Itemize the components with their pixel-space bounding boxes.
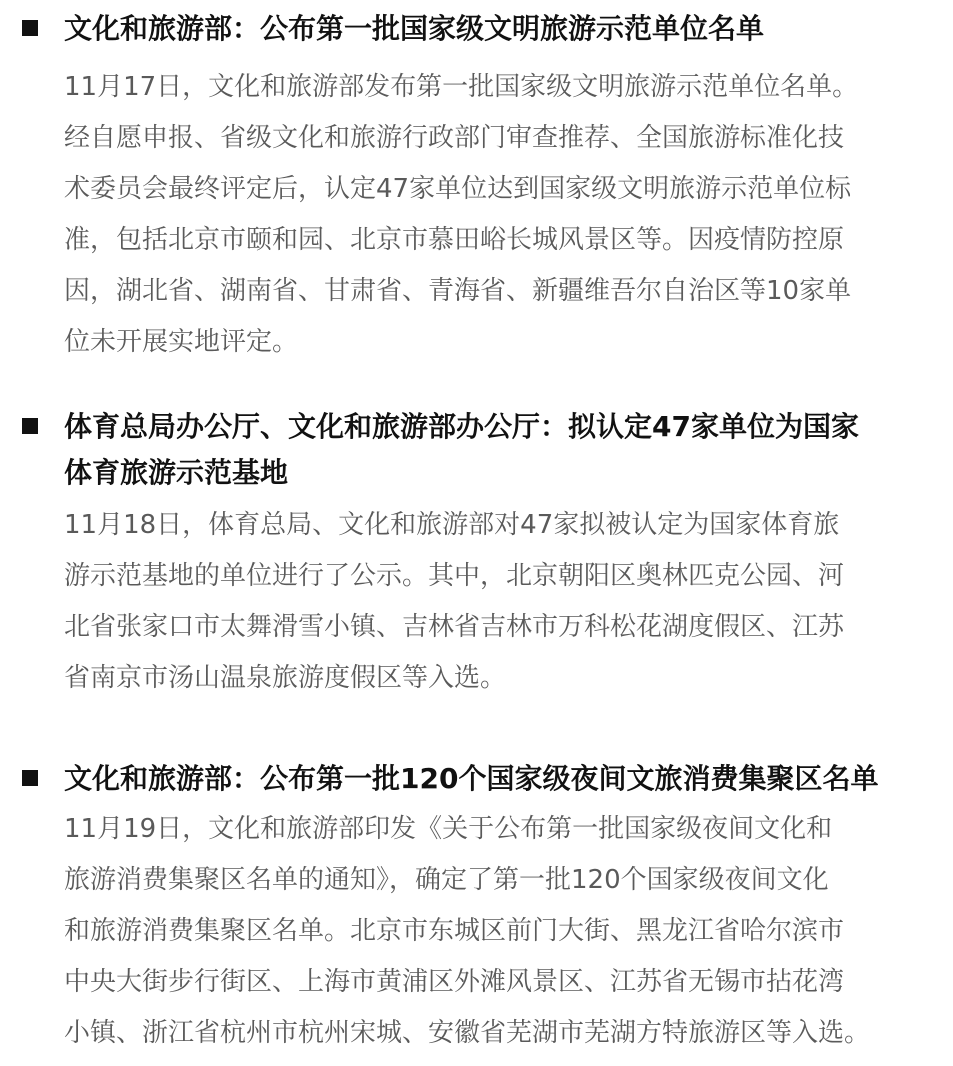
body-line: 经自愿申报、省级文化和旅游行政部门审查推荐、全国旅游标准化技	[64, 123, 845, 153]
body-line: 游示范基地的单位进行了公示。其中，北京朝阳区奥林匹克公园、河	[64, 561, 845, 591]
news-item-civilized-tourism	[0, 6, 953, 368]
body-line: 中央大街步行街区、上海市黄浦区外滩风景区、江苏省无锡市拈花湾	[64, 967, 845, 997]
body-line: 术委员会最终评定后，认定47家单位达到国家级文明旅游示范单位标	[64, 174, 852, 204]
body-line: 11月17日，文化和旅游部发布第一批国家级文明旅游示范单位名单。	[64, 72, 859, 102]
headline-line: 体育旅游示范基地	[64, 456, 289, 489]
square-bullet-icon	[22, 418, 38, 434]
news-body	[0, 62, 953, 368]
news-headline	[0, 404, 953, 496]
body-line: 北省张家口市太舞滑雪小镇、吉林省吉林市万科松花湖度假区、江苏	[64, 612, 845, 642]
body-line: 小镇、浙江省杭州市杭州宋城、安徽省芜湖市芜湖方特旅游区等入选。	[64, 1018, 871, 1048]
news-item-sports-tourism	[0, 404, 953, 704]
headline-line: 体育总局办公厅、文化和旅游部办公厅：拟认定47家单位为国家	[64, 410, 859, 443]
body-line: 省南京市汤山温泉旅游度假区等入选。	[64, 663, 507, 693]
body-line: 因，湖北省、湖南省、甘肃省、青海省、新疆维吾尔自治区等10家单	[64, 276, 852, 306]
body-line: 11月19日，文化和旅游部印发《关于公布第一批国家级夜间文化和	[64, 814, 833, 844]
body-line: 11月18日，体育总局、文化和旅游部对47家拟被认定为国家体育旅	[64, 510, 840, 540]
square-bullet-icon	[22, 770, 38, 786]
body-line: 准，包括北京市颐和园、北京市慕田峪长城风景区等。因疫情防控原	[64, 225, 845, 255]
news-headline	[0, 756, 953, 802]
news-body	[0, 500, 953, 704]
body-line: 和旅游消费集聚区名单。北京市东城区前门大街、黑龙江省哈尔滨市	[64, 916, 845, 946]
body-line: 位未开展实地评定。	[64, 327, 299, 357]
news-headline	[0, 6, 953, 52]
square-bullet-icon	[22, 20, 38, 36]
headline-line: 文化和旅游部：公布第一批120个国家级夜间文旅消费集聚区名单	[64, 762, 879, 795]
headline-line: 文化和旅游部：公布第一批国家级文明旅游示范单位名单	[64, 12, 765, 45]
news-body	[0, 804, 953, 1059]
news-item-night-consumption	[0, 756, 953, 1059]
body-line: 旅游消费集聚区名单的通知》，确定了第一批120个国家级夜间文化	[64, 865, 829, 895]
